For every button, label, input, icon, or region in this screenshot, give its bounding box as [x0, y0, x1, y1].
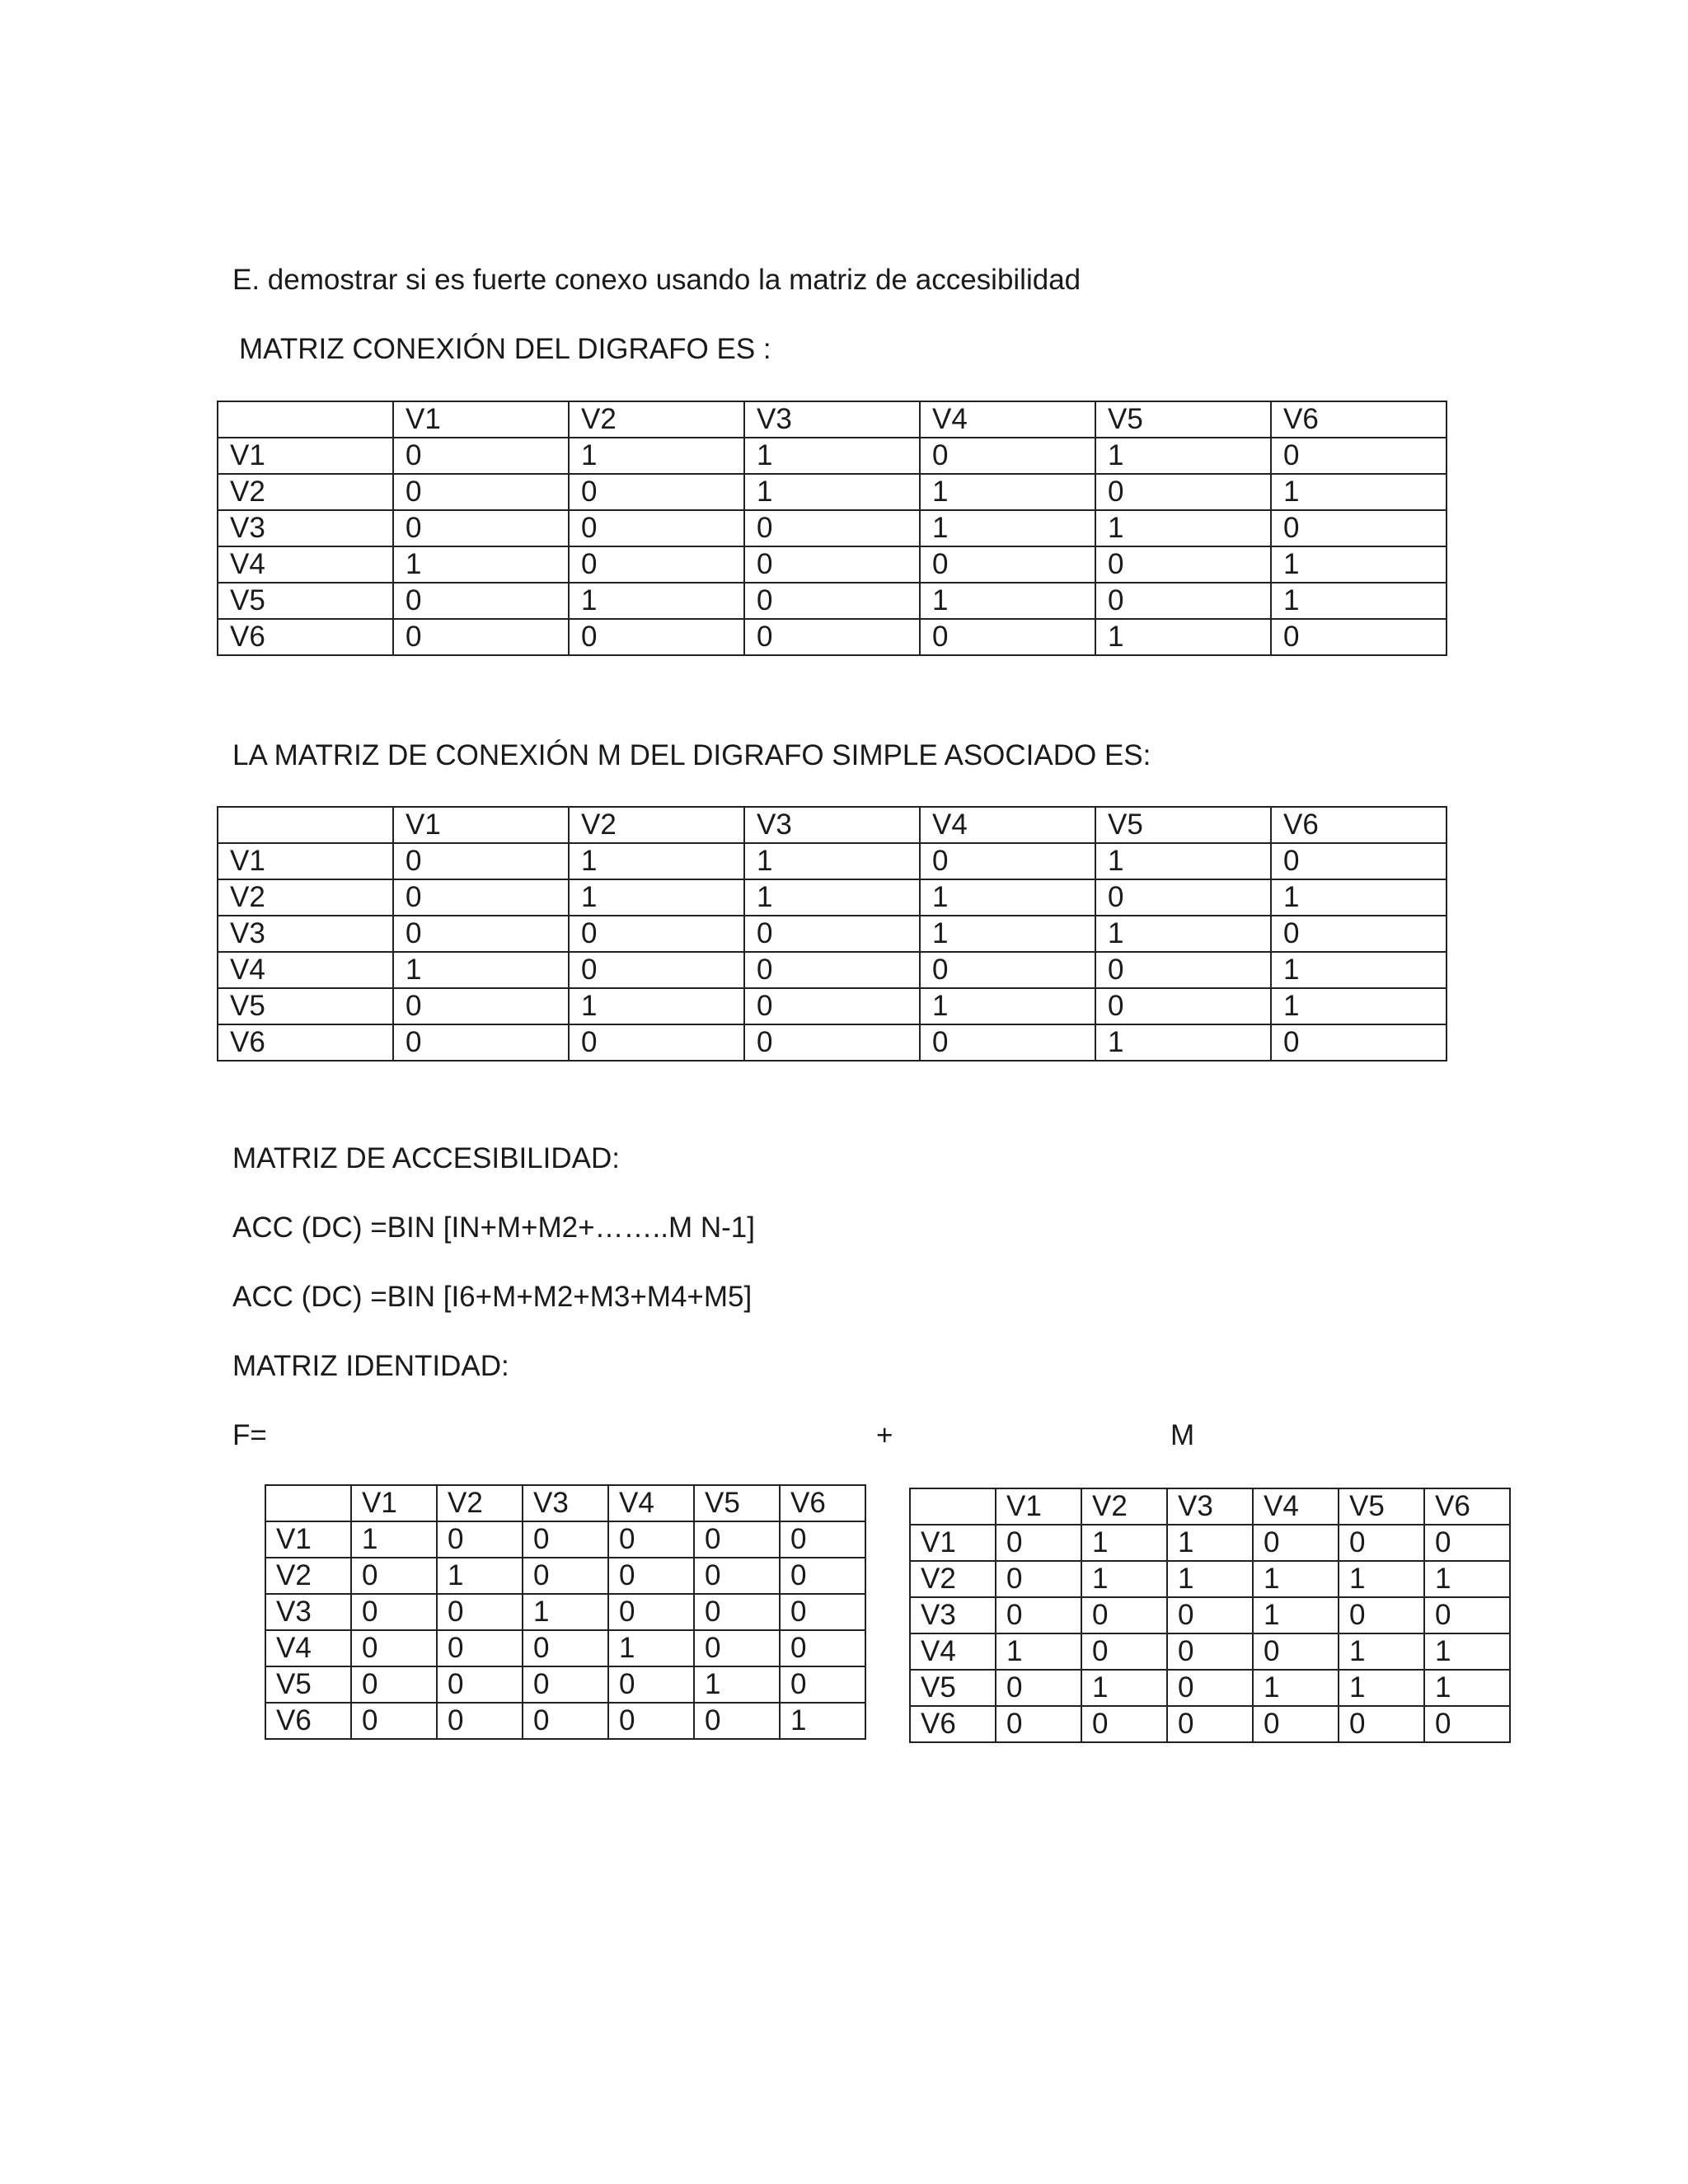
column-header: V3: [1167, 1488, 1253, 1525]
matrix-cell: 0: [1271, 619, 1447, 655]
row-header: V2: [910, 1561, 996, 1597]
matrix-cell: 0: [523, 1666, 608, 1703]
matrix-cell: 0: [393, 474, 569, 510]
column-header: V4: [920, 401, 1095, 438]
matrix-cell: 0: [920, 619, 1095, 655]
table-row: [265, 1594, 865, 1630]
matrix-cell: 1: [1271, 583, 1447, 619]
matrix-cell: 1: [1095, 619, 1271, 655]
column-header: V4: [1253, 1488, 1339, 1525]
matrix-cell: 1: [780, 1703, 865, 1739]
matrix-cell: 0: [393, 916, 569, 952]
matrix-cell: 0: [1271, 843, 1447, 879]
matrix-cell: 0: [1253, 1706, 1339, 1742]
matrix-cell: 0: [1271, 510, 1447, 546]
matrix-cell: 0: [569, 546, 744, 583]
matrix-cell: 0: [437, 1521, 523, 1558]
row-header: V6: [910, 1706, 996, 1742]
matrix-cell: 0: [694, 1703, 780, 1739]
table-row: [218, 583, 1447, 619]
matrix-cell: 0: [608, 1558, 694, 1594]
matrix-cell: 0: [351, 1558, 437, 1594]
matrix-cell: 0: [351, 1703, 437, 1739]
matrix-cell: 0: [1271, 438, 1447, 474]
matrix-cell: 0: [1167, 1597, 1253, 1633]
matrix-cell: 1: [1424, 1633, 1510, 1670]
table-row: [265, 1703, 865, 1739]
matrix-cell: 0: [780, 1521, 865, 1558]
table-row: [218, 474, 1447, 510]
column-header: V1: [996, 1488, 1081, 1525]
matrix-cell: 0: [437, 1666, 523, 1703]
row-header: V6: [218, 619, 393, 655]
matrix-cell: 1: [1167, 1561, 1253, 1597]
matrix-cell: 1: [608, 1630, 694, 1666]
matrix-cell: 0: [393, 988, 569, 1024]
matrix-cell: 0: [1095, 546, 1271, 583]
table-row: [218, 546, 1447, 583]
matrix-cell: 1: [569, 438, 744, 474]
matrix-cell: 0: [744, 1024, 920, 1061]
matrix-cell: 1: [1424, 1561, 1510, 1597]
matrix-cell: 0: [1095, 583, 1271, 619]
matrix-cell: 0: [920, 1024, 1095, 1061]
table-row: [218, 619, 1447, 655]
table-row: [910, 1633, 1510, 1670]
matrix-cell: 0: [1253, 1525, 1339, 1561]
matrix-cell: 0: [1424, 1597, 1510, 1633]
header-row: [910, 1488, 1510, 1525]
matrix-cell: 0: [996, 1670, 1081, 1706]
matrix-cell: 0: [744, 988, 920, 1024]
matrix-cell: 0: [1167, 1633, 1253, 1670]
matrix-cell: 0: [1095, 988, 1271, 1024]
column-header: [265, 1485, 351, 1521]
column-header: V2: [437, 1485, 523, 1521]
identity-matrix-table: [265, 1484, 866, 1740]
matrix-cell: 0: [569, 1024, 744, 1061]
column-header: V4: [608, 1485, 694, 1521]
column-header: V2: [569, 807, 744, 843]
matrix-cell: 1: [744, 843, 920, 879]
matrix-cell: 1: [569, 843, 744, 879]
matrix-cell: 0: [780, 1594, 865, 1630]
row-header: V1: [218, 438, 393, 474]
row-header: V4: [265, 1630, 351, 1666]
matrix-cell: 1: [393, 546, 569, 583]
matrix-cell: 1: [1271, 952, 1447, 988]
row-header: V4: [910, 1633, 996, 1670]
matrix-cell: 0: [393, 510, 569, 546]
matrix-cell: 0: [437, 1594, 523, 1630]
matrix-cell: 1: [1271, 546, 1447, 583]
column-header: V2: [569, 401, 744, 438]
matrix-cell: 1: [920, 474, 1095, 510]
matrix-cell: 1: [1271, 988, 1447, 1024]
m-matrix-table: [909, 1488, 1511, 1743]
row-header: V1: [218, 843, 393, 879]
matrix-cell: 0: [1095, 952, 1271, 988]
table-row: [910, 1561, 1510, 1597]
column-header: V6: [1271, 401, 1447, 438]
matrix-cell: 1: [1253, 1597, 1339, 1633]
matrix-cell: 1: [1271, 879, 1447, 916]
matrix-cell: 1: [569, 583, 744, 619]
matrix-cell: 1: [920, 879, 1095, 916]
table-row: [910, 1670, 1510, 1706]
column-header: [910, 1488, 996, 1525]
formula-general: ACC (DC) =BIN [IN+M+M2+……..M N-1]: [232, 1212, 755, 1244]
header-row: [218, 807, 1447, 843]
matrix-cell: 0: [351, 1594, 437, 1630]
matrix-cell: 1: [920, 916, 1095, 952]
matrix-cell: 1: [1095, 843, 1271, 879]
row-header: V3: [218, 510, 393, 546]
row-header: V5: [218, 583, 393, 619]
column-header: [218, 401, 393, 438]
f-label: F=: [232, 1419, 267, 1451]
matrix-cell: 1: [1253, 1561, 1339, 1597]
matrix-cell: 0: [694, 1521, 780, 1558]
simple-matrix-table: [217, 806, 1447, 1062]
table-row: [218, 879, 1447, 916]
matrix-cell: 0: [744, 510, 920, 546]
matrix-cell: 0: [920, 952, 1095, 988]
matrix-cell: 0: [437, 1630, 523, 1666]
matrix-cell: 0: [393, 619, 569, 655]
matrix-cell: 1: [1253, 1670, 1339, 1706]
matrix-cell: 0: [569, 510, 744, 546]
matrix-cell: 0: [744, 583, 920, 619]
matrix-cell: 1: [1271, 474, 1447, 510]
plus-label: +: [876, 1419, 893, 1451]
matrix-cell: 1: [1095, 438, 1271, 474]
matrix-cell: 1: [523, 1594, 608, 1630]
row-header: V6: [218, 1024, 393, 1061]
column-header: V1: [393, 401, 569, 438]
column-header: V1: [351, 1485, 437, 1521]
matrix-cell: 0: [1167, 1706, 1253, 1742]
matrix-cell: 0: [608, 1594, 694, 1630]
row-header: V3: [218, 916, 393, 952]
matrix-cell: 0: [608, 1666, 694, 1703]
matrix-cell: 0: [437, 1703, 523, 1739]
matrix-cell: 0: [694, 1630, 780, 1666]
matrix-cell: 0: [608, 1703, 694, 1739]
matrix-cell: 0: [523, 1630, 608, 1666]
row-header: V1: [265, 1521, 351, 1558]
matrix-cell: 1: [1339, 1633, 1424, 1670]
header-row: [218, 401, 1447, 438]
row-header: V2: [265, 1558, 351, 1594]
matrix-cell: 0: [996, 1561, 1081, 1597]
matrix-cell: 0: [694, 1558, 780, 1594]
matrix-cell: 1: [1339, 1561, 1424, 1597]
column-header: [218, 807, 393, 843]
matrix-cell: 0: [393, 843, 569, 879]
matrix-cell: 0: [569, 619, 744, 655]
matrix-cell: 1: [1167, 1525, 1253, 1561]
matrix-cell: 1: [569, 879, 744, 916]
column-header: V6: [1271, 807, 1447, 843]
header-row: [265, 1485, 865, 1521]
section3-title: MATRIZ DE ACCESIBILIDAD:: [232, 1142, 620, 1174]
matrix-cell: 0: [393, 1024, 569, 1061]
column-header: V6: [1424, 1488, 1510, 1525]
table-row: [265, 1630, 865, 1666]
matrix-cell: 0: [780, 1666, 865, 1703]
matrix-cell: 1: [1095, 916, 1271, 952]
matrix-cell: 1: [1081, 1670, 1167, 1706]
matrix-cell: 0: [996, 1706, 1081, 1742]
matrix-cell: 0: [569, 474, 744, 510]
matrix-cell: 0: [569, 916, 744, 952]
row-header: V3: [265, 1594, 351, 1630]
row-header: V5: [218, 988, 393, 1024]
matrix-cell: 1: [569, 988, 744, 1024]
column-header: V3: [744, 807, 920, 843]
matrix-cell: 0: [744, 916, 920, 952]
matrix-cell: 1: [1424, 1670, 1510, 1706]
table-row: [218, 952, 1447, 988]
row-header: V6: [265, 1703, 351, 1739]
column-header: V5: [1095, 401, 1271, 438]
matrix-cell: 1: [694, 1666, 780, 1703]
matrix-cell: 0: [1081, 1706, 1167, 1742]
matrix-cell: 0: [744, 546, 920, 583]
matrix-cell: 1: [1095, 510, 1271, 546]
row-header: V2: [218, 879, 393, 916]
table-row: [910, 1597, 1510, 1633]
matrix-cell: 0: [351, 1630, 437, 1666]
matrix-cell: 0: [1424, 1525, 1510, 1561]
matrix-cell: 0: [694, 1594, 780, 1630]
matrix-cell: 0: [1339, 1597, 1424, 1633]
row-header: V4: [218, 952, 393, 988]
matrix-cell: 0: [1081, 1597, 1167, 1633]
table-row: [218, 843, 1447, 879]
matrix-cell: 0: [780, 1558, 865, 1594]
matrix-cell: 0: [1339, 1706, 1424, 1742]
matrix-cell: 1: [1081, 1561, 1167, 1597]
formula-specific: ACC (DC) =BIN [I6+M+M2+M3+M4+M5]: [232, 1281, 753, 1313]
matrix-cell: 0: [1424, 1706, 1510, 1742]
column-header: V5: [1095, 807, 1271, 843]
table-row: [265, 1558, 865, 1594]
matrix-cell: 0: [1271, 1024, 1447, 1061]
matrix-cell: 0: [1095, 879, 1271, 916]
matrix-cell: 0: [1253, 1633, 1339, 1670]
matrix-cell: 1: [1339, 1670, 1424, 1706]
table-row: [910, 1525, 1510, 1561]
matrix-cell: 1: [920, 510, 1095, 546]
matrix-cell: 0: [1271, 916, 1447, 952]
table-row: [218, 510, 1447, 546]
column-header: V2: [1081, 1488, 1167, 1525]
row-header: V1: [910, 1525, 996, 1561]
matrix-cell: 1: [996, 1633, 1081, 1670]
matrix-cell: 0: [523, 1703, 608, 1739]
matrix-cell: 0: [1167, 1670, 1253, 1706]
matrix-cell: 1: [1081, 1525, 1167, 1561]
matrix-cell: 0: [920, 546, 1095, 583]
matrix-cell: 0: [1339, 1525, 1424, 1561]
row-header: V5: [265, 1666, 351, 1703]
column-header: V1: [393, 807, 569, 843]
table-row: [910, 1706, 1510, 1742]
identity-title: MATRIZ IDENTIDAD:: [232, 1350, 509, 1382]
row-header: V4: [218, 546, 393, 583]
heading: E. demostrar si es fuerte conexo usando la matriz de accesibilidad: [232, 264, 1081, 296]
matrix-cell: 1: [351, 1521, 437, 1558]
matrix-cell: 1: [744, 438, 920, 474]
table-row: [218, 916, 1447, 952]
matrix-cell: 1: [393, 952, 569, 988]
matrix-cell: 0: [523, 1558, 608, 1594]
table-row: [218, 988, 1447, 1024]
m-label: M: [1170, 1419, 1195, 1451]
table-row: [218, 438, 1447, 474]
matrix-cell: 1: [920, 988, 1095, 1024]
matrix-cell: 0: [744, 619, 920, 655]
matrix-cell: 1: [920, 583, 1095, 619]
matrix-cell: 0: [393, 583, 569, 619]
matrix-cell: 1: [744, 879, 920, 916]
column-header: V6: [780, 1485, 865, 1521]
column-header: V3: [523, 1485, 608, 1521]
matrix-cell: 0: [920, 843, 1095, 879]
row-header: V2: [218, 474, 393, 510]
matrix-cell: 0: [393, 879, 569, 916]
column-header: V3: [744, 401, 920, 438]
matrix-cell: 0: [920, 438, 1095, 474]
matrix-cell: 1: [1095, 1024, 1271, 1061]
matrix-cell: 0: [1081, 1633, 1167, 1670]
matrix-cell: 0: [351, 1666, 437, 1703]
table-row: [265, 1521, 865, 1558]
matrix-cell: 0: [996, 1597, 1081, 1633]
table-row: [265, 1666, 865, 1703]
column-header: V5: [694, 1485, 780, 1521]
matrix-cell: 0: [393, 438, 569, 474]
matrix-cell: 0: [608, 1521, 694, 1558]
section2-title: LA MATRIZ DE CONEXIÓN M DEL DIGRAFO SIMPLE ASOCIADO ES:: [232, 739, 1151, 771]
column-header: V4: [920, 807, 1095, 843]
matrix-cell: 0: [744, 952, 920, 988]
matrix-cell: 1: [437, 1558, 523, 1594]
matrix-cell: 0: [1095, 474, 1271, 510]
column-header: V5: [1339, 1488, 1424, 1525]
matrix-cell: 0: [996, 1525, 1081, 1561]
matrix-cell: 0: [780, 1630, 865, 1666]
matrix-cell: 0: [523, 1521, 608, 1558]
table-row: [218, 1024, 1447, 1061]
section1-title: MATRIZ CONEXIÓN DEL DIGRAFO ES :: [239, 333, 771, 365]
row-header: V3: [910, 1597, 996, 1633]
matrix-cell: 1: [744, 474, 920, 510]
row-header: V5: [910, 1670, 996, 1706]
matrix-cell: 0: [569, 952, 744, 988]
conexion-matrix-table: [217, 401, 1447, 656]
